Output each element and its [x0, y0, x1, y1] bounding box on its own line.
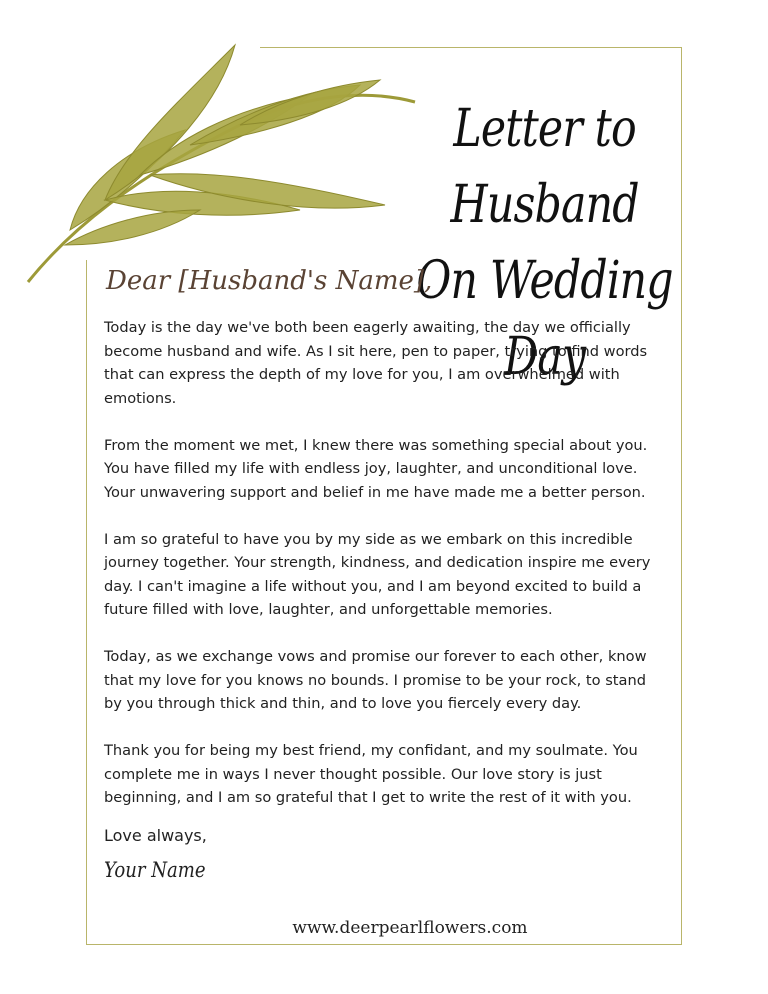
paragraph: Thank you for being my best friend, my confidant, and my soulmate. You complete me in ways I never thought possible. Our love story is just beginning, and I am so grateful that I get to write the rest of it with you. [104, 742, 638, 806]
title-line-1: Letter to Husband [450, 98, 639, 235]
letter-body [104, 316, 664, 833]
website-link[interactable]: www.deerpearlflowers.com [292, 918, 528, 938]
paragraph: I am so grateful to have you by my side as we embark on this incredible journey together. Your strength, kindness, and dedication inspire me every day. I can't imagine a life without you, and I am beyond excited to build a future filled with love, laughter, and unforgettable memories. [104, 530, 651, 618]
paragraph: From the moment we met, I knew there was something special about you. You have filled my life with endless joy, laughter, and unconditional love. Your unwavering support and belief in me have made me a better person. [104, 436, 648, 501]
olive-branch-icon [10, 30, 433, 300]
paragraph: Today, as we exchange vows and promise our forever to each other, know that my love for you knows no bounds. I promise to be your rock, to stand by you through thick and thin, and to love you fiercely every day. [104, 648, 647, 712]
closing: Love always, [104, 826, 207, 845]
paragraph: Today is the day we've both been eagerly awaiting, the day we officially become husband and wife. As I sit here, pen to paper, trying to find words that can express the depth of my love for you, I am overwhelmed with emotions. [104, 319, 648, 407]
signature: Your Name [104, 858, 206, 882]
salutation: Dear [Husband's Name], [106, 266, 433, 296]
title-line-2: On Wedding Day [416, 250, 673, 387]
